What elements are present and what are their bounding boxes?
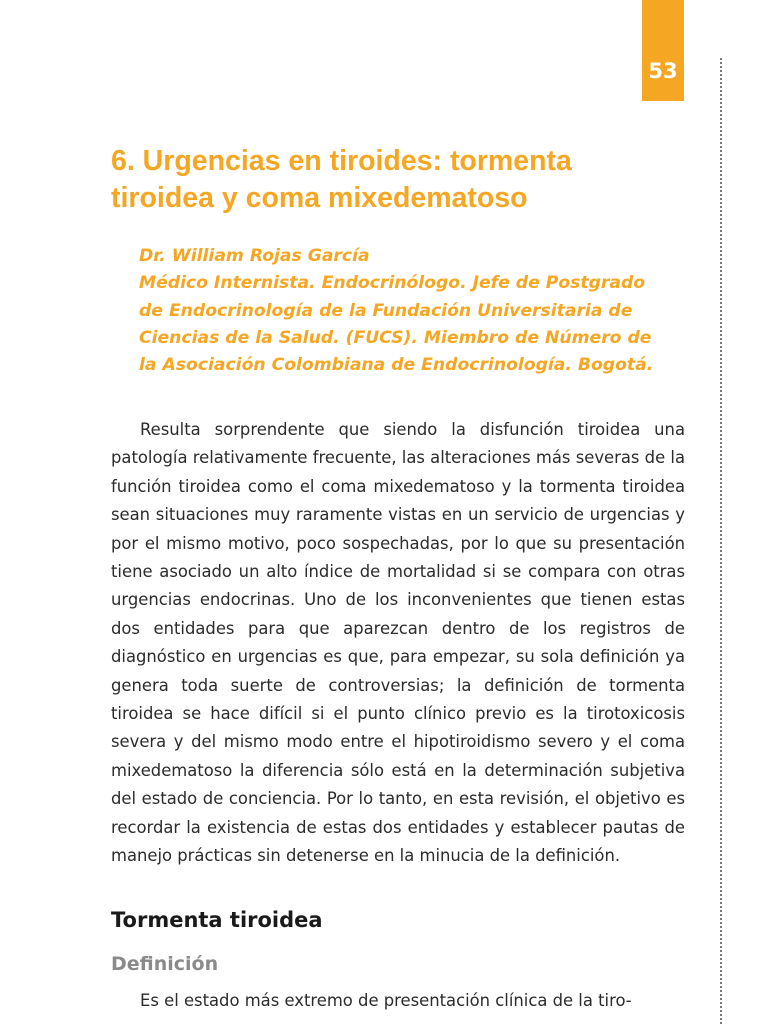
- author-credentials-line: de Endocrinología de la Fundación Universitaria de: [139, 300, 633, 321]
- author-credentials-line: la Asociación Colombiana de Endocrinología. Bogotá.: [139, 355, 654, 376]
- section-heading: Tormenta tiroidea: [111, 908, 323, 932]
- intro-paragraph: Resulta sorprendente que siendo la disfunción tiroidea una patología relativamente frecuente, las alteraciones más severas de la función tiroidea como el coma mixedematoso y la tormenta tiroidea sean situaciones muy raramente vistas en un servicio de urgencias y por el mismo motivo, poco sospechadas, por lo que su presentación tiene asociado un alto índice de mortalidad si se compara con otras urgencias endocrinas. Uno de los inconvenientes que tienen estas dos entidades para que aparezcan dentro de los registros de diagnóstico en urgencias es que, para empezar, su sola definición ya genera toda suerte de controversias; la definición de tormenta tiroidea se hace difícil si el punto clínico previo es la tirotoxicosis severa y del mismo modo entre el hipotiroidismo severo y el coma mixedematoso la diferencia sólo está en la determinación subjetiva del estado de conciencia. Por lo tanto, en esta revisión, el objetivo es recordar la existencia de estas dos entidades y establecer pautas de manejo prácticas sin detenerse en la minucia de la definición.: [111, 420, 685, 866]
- definition-paragraph: Es el estado más extremo de presentación clínica de la tiro-: [140, 991, 632, 1010]
- author-credentials-line: Médico Internista. Endocrinólogo. Jefe de Postgrado: [139, 273, 646, 294]
- chapter-title: 6. Urgencias en tiroides: tormenta tiroidea y coma mixedematoso: [111, 145, 572, 214]
- dotted-margin-rule: [720, 58, 722, 1024]
- author-name: Dr. William Rojas García: [139, 246, 370, 266]
- author-credentials-line: Ciencias de la Salud. (FUCS). Miembro de Número de: [139, 327, 652, 348]
- page-number: 53: [648, 59, 678, 83]
- subsection-heading: Definición: [111, 953, 219, 975]
- author-info: [139, 243, 709, 379]
